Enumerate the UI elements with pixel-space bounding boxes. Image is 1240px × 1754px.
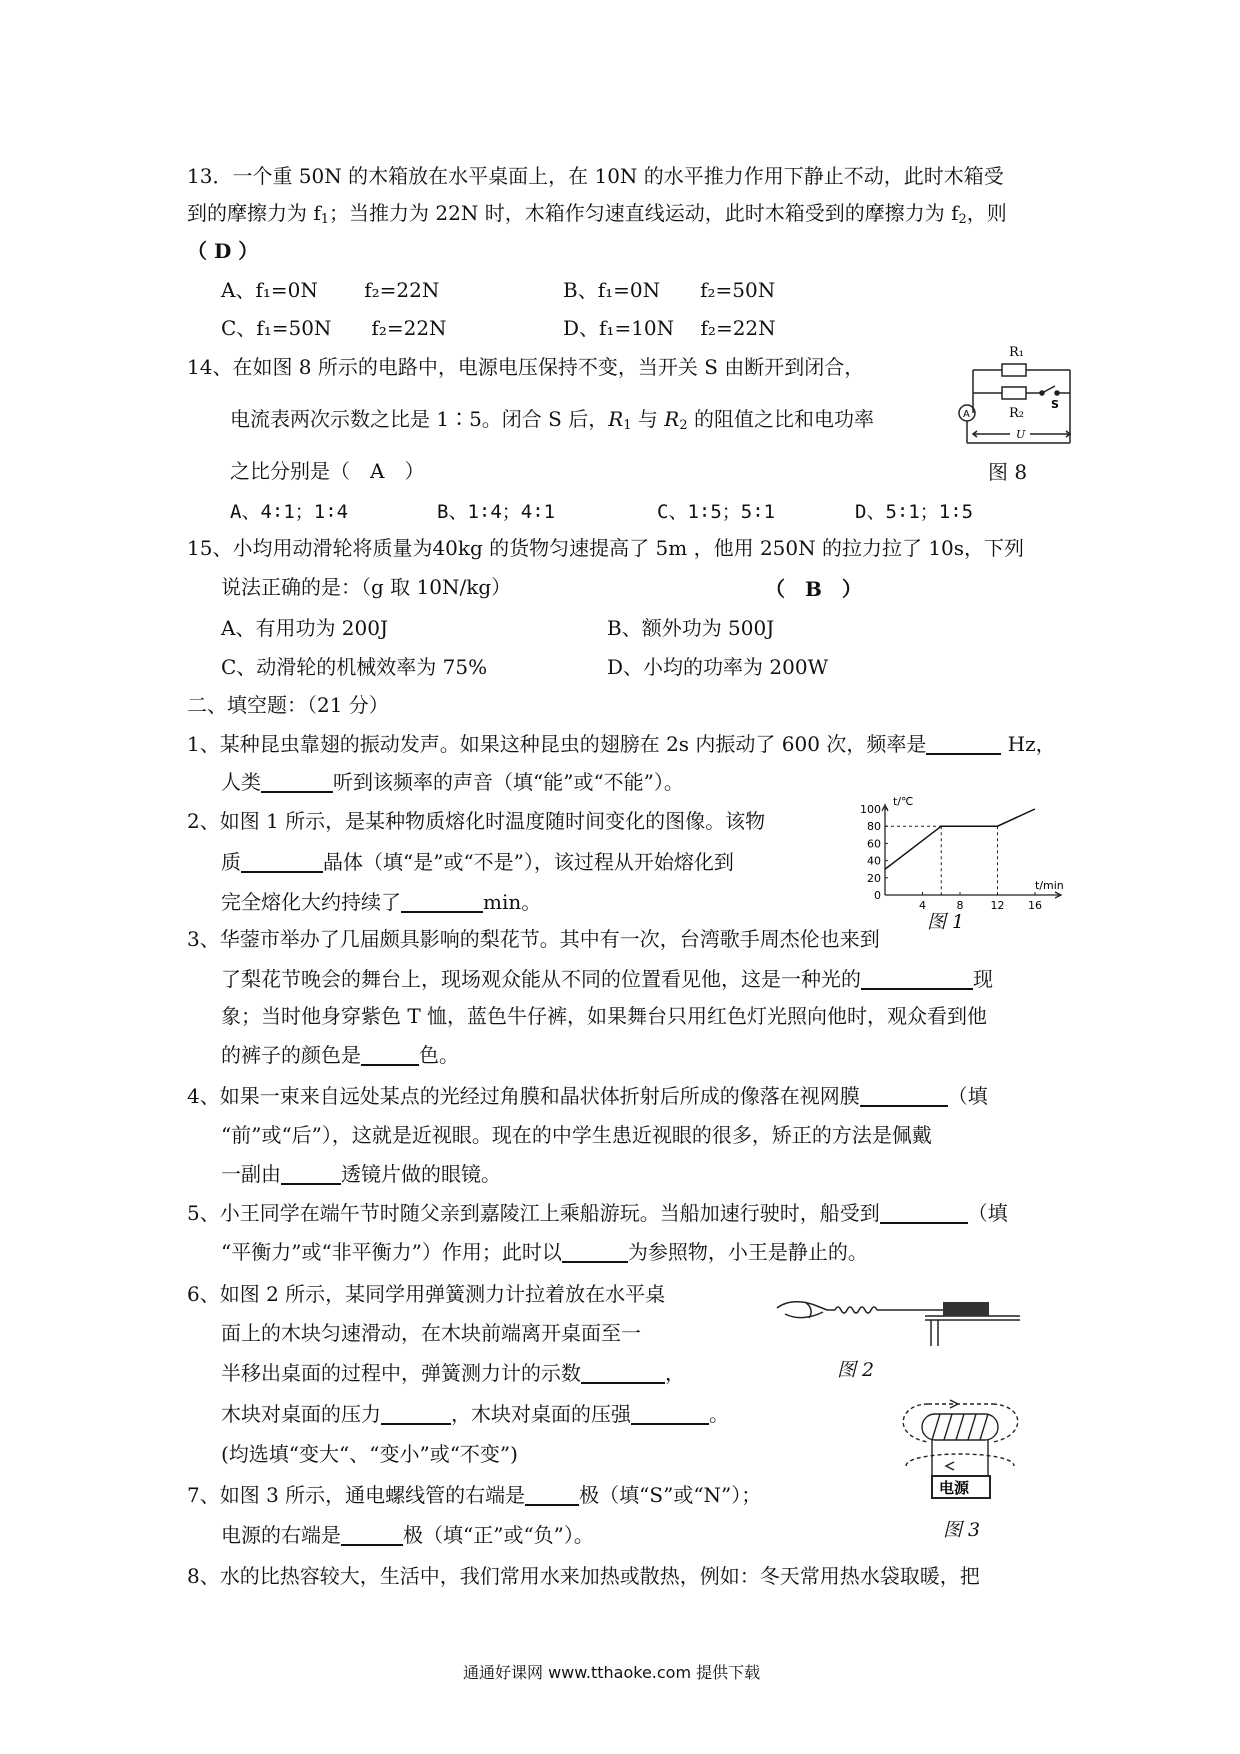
- fill-2-line2: 质 晶体（填“是”或“不是”），该过程从开始熔化到: [221, 850, 734, 874]
- spring-scale-figure-2: [775, 1280, 1025, 1350]
- resistor-r2: [1002, 387, 1026, 399]
- x-tick-label: 16: [1028, 899, 1042, 912]
- switch-s: [1042, 386, 1055, 393]
- melting-curve-chart: [855, 795, 1070, 912]
- q14-line3: 之比分别是（ A ）: [230, 459, 425, 483]
- answer-blank[interactable]: [261, 771, 333, 793]
- y-axis-label: t/℃: [893, 795, 914, 808]
- answer-blank[interactable]: [861, 968, 973, 990]
- fill-6-line3: 半移出桌面的过程中，弹簧测力计的示数 ，: [221, 1361, 685, 1385]
- answer-blank[interactable]: [381, 1403, 451, 1425]
- fill-6-line4: 木块对桌面的压力 ，木块对桌面的压强 。: [221, 1402, 729, 1426]
- field-line-left: [903, 1404, 928, 1442]
- fill-3-line1: 3、华蓥市举办了几届颇具影响的梨花节。其中有一次，台湾歌手周杰伦也来到: [187, 927, 880, 951]
- wooden-block: [943, 1302, 989, 1316]
- q15-answer: （ B ）: [765, 577, 862, 601]
- q14-option-a: A、4∶1；1∶4: [230, 501, 349, 523]
- fill-4-line1: 4、如果一束来自远处某点的光经过角膜和晶状体折射后所成的像落在视网膜 （填: [187, 1084, 988, 1108]
- answer-blank[interactable]: [525, 1484, 579, 1506]
- q15-option-b: B、额外功为 500J: [607, 616, 775, 640]
- fill-4-line2: “前”或“后”），这就是近视眼。现在的中学生患近视眼的很多，矫正的方法是佩戴: [221, 1123, 932, 1147]
- q13-option-b: B、f₁=0N f₂=50N: [563, 278, 776, 302]
- fill-5-line2: “平衡力”或“非平衡力”）作用；此时以 为参照物，小王是静止的。: [221, 1240, 868, 1264]
- q13-answer: （ D ）: [187, 239, 259, 263]
- y-tick-label: 20: [867, 871, 881, 885]
- svg-text:U: U: [1016, 428, 1026, 441]
- answer-blank[interactable]: [281, 1163, 341, 1185]
- q14-option-c: C、1∶5；5∶1: [657, 501, 776, 523]
- fill-1-line2: 人类 听到该频率的声音（填“能”或“不能”）。: [221, 770, 684, 794]
- q13-line2: 到的摩擦力为 $f_1$；当推力为 22N 时，木箱作匀速直线运动，此时木箱受到的摩擦力为 $f_2$，则: [187, 201, 1007, 227]
- answer-blank[interactable]: [361, 1044, 419, 1066]
- y-tick-label: 60: [867, 837, 881, 851]
- answer-blank[interactable]: [860, 1085, 948, 1107]
- fill-4-line3: 一副由 透镜片做的眼镜。: [221, 1162, 501, 1186]
- svg-text:R₁: R₁: [1009, 345, 1024, 360]
- fill-6-line1: 6、如图 2 所示，某同学用弹簧测力计拉着放在水平桌: [187, 1282, 666, 1306]
- fill-3-line2: 了梨花节晚会的舞台上，现场观众能从不同的位置看见他，这是一种光的 现: [221, 967, 993, 991]
- svg-text:电源: 电源: [939, 1479, 970, 1497]
- figure-2-caption: 图 2: [837, 1359, 875, 1381]
- answer-blank[interactable]: [562, 1241, 628, 1263]
- q15-line2: 说法正确的是：（g 取 10N/kg）: [221, 575, 512, 599]
- fill-2-line1: 2、如图 1 所示，是某种物质熔化时温度随时间变化的图像。该物: [187, 809, 766, 833]
- answer-blank[interactable]: [241, 851, 323, 873]
- figure-3-caption: 图 3: [943, 1519, 981, 1541]
- fill-1-line1: 1、某种昆虫靠翅的振动发声。如果这种昆虫的翅膀在 2s 内振动了 600 次，频率是 Hz，: [187, 732, 1056, 756]
- q15-option-c: C、动滑轮的机械效率为 75%: [221, 655, 488, 679]
- fill-2-line3: 完全熔化大约持续了 min。: [221, 890, 542, 914]
- q14-option-b: B、1∶4；4∶1: [437, 501, 556, 523]
- answer-blank[interactable]: [581, 1362, 665, 1384]
- spring-scale: [835, 1307, 877, 1313]
- y-tick-label: 100: [860, 803, 881, 816]
- x-tick-label: 12: [990, 899, 1005, 912]
- fill-6-line5: (均选填“变大“、“变小”或“不变”): [221, 1442, 518, 1466]
- q15-option-a: A、有用功为 200J: [221, 616, 388, 640]
- x-axis-label: t/min: [1035, 879, 1064, 892]
- section-heading: 二、填空题：（21 分）: [187, 693, 389, 717]
- hand-outline: [777, 1302, 827, 1310]
- fill-6-line2: 面上的木块匀速滑动，在木块前端离开桌面至一: [221, 1321, 641, 1345]
- figure-8-caption: 图 8: [988, 460, 1028, 484]
- figure-1-caption: 图 1: [927, 911, 965, 933]
- fill-7-line1: 7、如图 3 所示，通电螺线管的右端是 极（填“S”或“N”）；: [187, 1483, 762, 1507]
- answer-blank[interactable]: [341, 1524, 403, 1546]
- answer-blank[interactable]: [631, 1403, 709, 1425]
- svg-text:S: S: [1051, 398, 1059, 411]
- q13-line1: 13．一个重 50N 的木箱放在水平桌面上，在 10N 的水平推力作用下静止不动，此时木箱受: [187, 164, 1004, 188]
- fill-5-line1: 5、小王同学在端午节时随父亲到嘉陵江上乘船游玩。当船加速行驶时，船受到 （填: [187, 1201, 1008, 1225]
- answer-blank[interactable]: [926, 733, 1001, 755]
- q15-line1: 15、小均用动滑轮将质量为40kg 的货物匀速提高了 5m ，他用 250N 的拉力拉了 10s，下列: [187, 536, 1025, 560]
- answer-blank[interactable]: [401, 891, 483, 913]
- q13-option-c: C、f₁=50N f₂=22N: [221, 316, 447, 340]
- resistor-r1: [1002, 364, 1026, 376]
- fill-8-line1: 8、水的比热容较大，生活中，我们常用水来加热或散热，例如：冬天常用热水袋取暖，把: [187, 1564, 980, 1588]
- q13-option-a: A、f₁=0N f₂=22N: [221, 278, 440, 302]
- temperature-curve: [885, 809, 1035, 869]
- answer-blank[interactable]: [880, 1202, 968, 1224]
- fill-3-line4: 的裤子的颜色是 色。: [221, 1043, 459, 1067]
- q14-option-d: D、5∶1；1∶5: [855, 501, 974, 523]
- x-tick-label: 4: [919, 899, 926, 912]
- x-tick-label: 8: [956, 899, 964, 912]
- svg-text:R₂: R₂: [1009, 406, 1024, 421]
- svg-text:A: A: [963, 409, 970, 420]
- fill-7-line2: 电源的右端是 极（填“正”或“负”）。: [221, 1523, 594, 1547]
- y-tick-label: 80: [867, 820, 881, 834]
- page-footer: 通通好课网 www.tthaoke.com 提供下载: [463, 1663, 761, 1682]
- y-tick-label: 40: [867, 854, 881, 868]
- q14-line1: 14、在如图 8 所示的电路中，电源电压保持不变，当开关 S 由断开到闭合，: [187, 355, 865, 379]
- y-tick-label: 0: [874, 889, 881, 902]
- fill-3-line3: 象；当时他身穿紫色 T 恤，蓝色牛仔裤，如果舞台只用红色灯光照向他时，观众看到他: [221, 1004, 988, 1028]
- q14-line2: 电流表两次示数之比是 1∶5。闭合 S 后，$R_1$ 与 $R_2$ 的阻值之比和电功率: [230, 407, 874, 433]
- solenoid-coil: [932, 1414, 988, 1440]
- solenoid-figure-3: [888, 1390, 1033, 1510]
- q13-option-d: D、f₁=10N f₂=22N: [563, 316, 776, 340]
- q15-option-d: D、小均的功率为 200W: [607, 655, 829, 679]
- circuit-figure-8: [955, 340, 1080, 450]
